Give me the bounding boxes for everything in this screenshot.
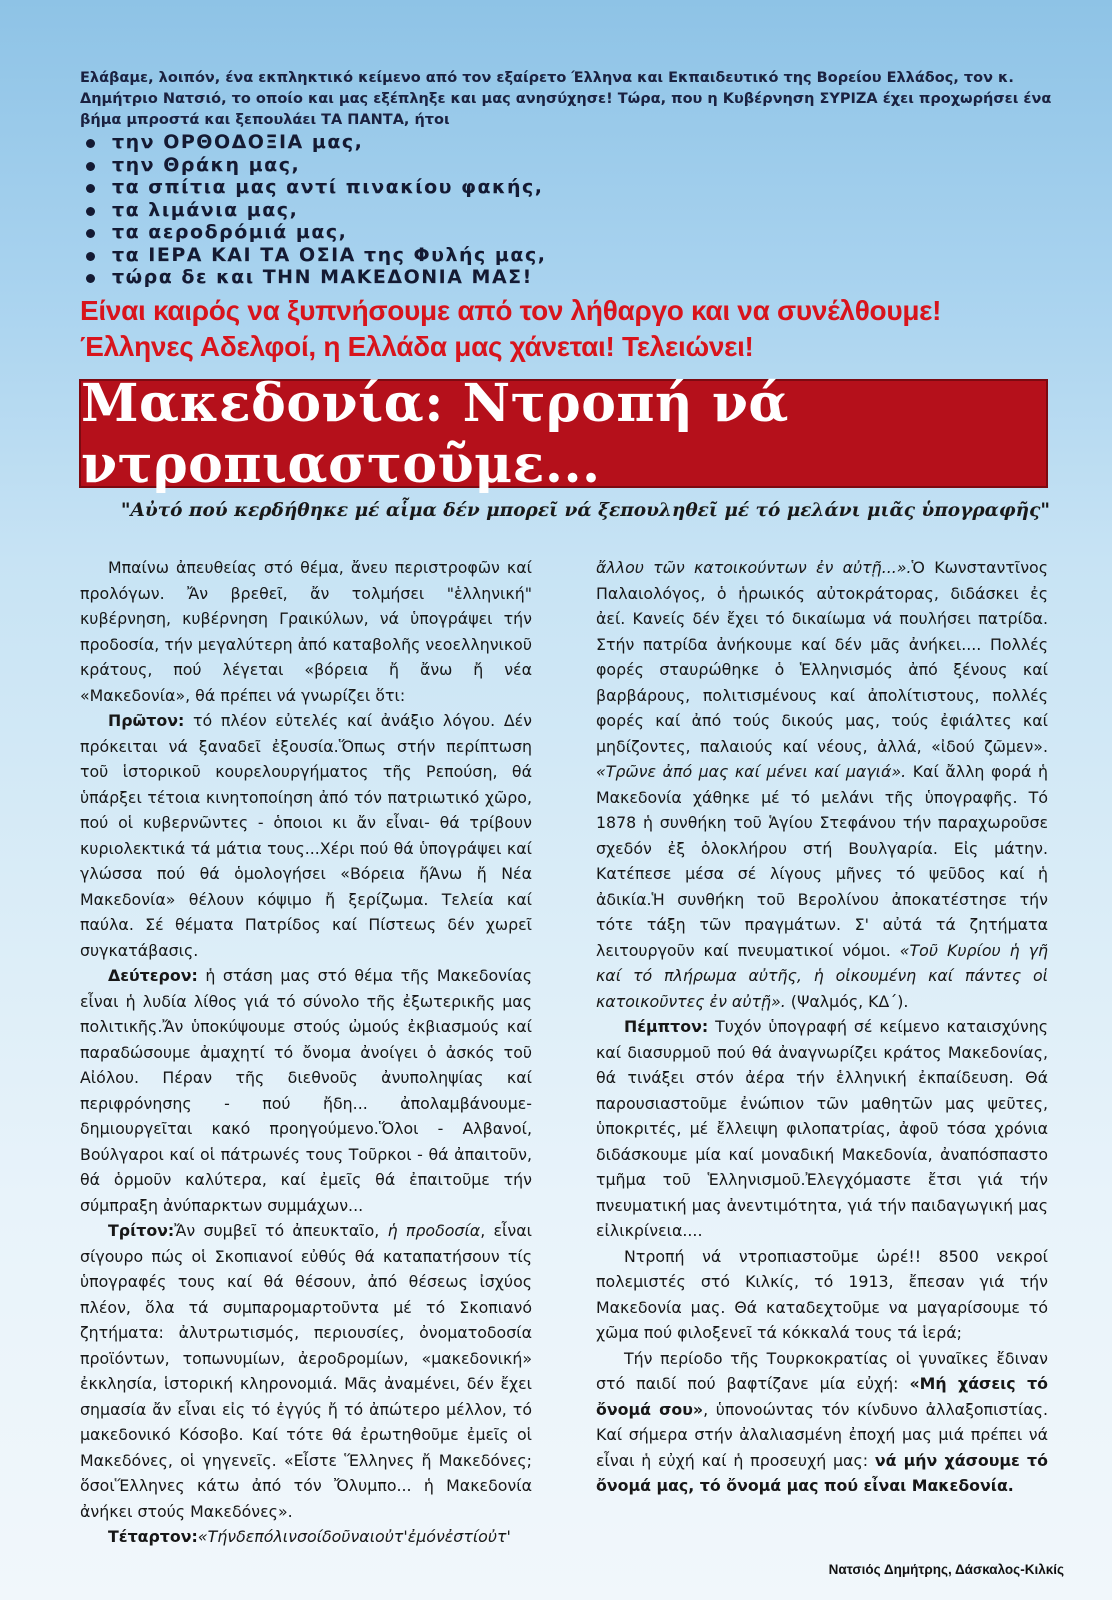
bullet-item: την Θράκη μας, — [80, 154, 1070, 177]
call-line-1: Είναι καιρός να ξυπνήσουμε από τον λήθαργο και να συνέλθουμε! — [80, 294, 942, 326]
point-label: Πέμπτον: — [624, 1017, 709, 1036]
bullet-item: τα ΙΕΡΑ ΚΑΙ ΤΑ ΟΣΙΑ της Φυλής μας, — [80, 244, 1070, 267]
paragraph-text: τό πλέον εὐτελές καί ἀνάξιο λόγου. Δέν πρόκειται νά ξαναδεῖ ἐξουσία.Ὅπως στήν περίπτωση τοῦ ἱστορικοῦ κουρελουργήματος τῆς Ρεπούση, θά ὑπάρξει τέτοια κινητοποίηση ἀπό τόν πατριωτικό χῶρο, πού οἱ κυβερνῶντες - ὁποιοι κι ἄν εἶναι- θά τρίβουν κυριολεκτικά τά μάτια τους...Χέρι πού θά ὑπογράψει καί γλώσσα πού θά ὁμολογήσει «Βόρεια ἤΆνω ἤ Νέα Μακεδονία» θέλουν κόψιμο ἤ ξερίζωμα. Τελεία καί παύλα. Σέ θέματα Πατρίδος καί Πίστεως δέν χωρεῖ συγκατάβασις. — [80, 711, 532, 960]
call-to-action — [80, 293, 1070, 365]
intro-lead: Ελάβαμε, λοιπόν, ένα εκπληκτικό κείμενο από τον εξαίρετο Έλληνα και Εκπαιδευτικό της Βορείου Ελλάδος, τον κ. Δημήτριο Νατσιό, το οποίο και μας εξέπληξε και μας ανησύχησε! Τώρα, που η Κυβέρνηση ΣΥΡΙΖΑ έχει προχωρήσει ένα βήμα μπροστά και ξεπουλάει ΤΑ ΠΑΝΤΑ, ήτοι — [80, 70, 1052, 128]
intro-section — [80, 68, 1070, 365]
article-column-right — [596, 555, 1048, 1499]
bullet-item: τα σπίτια μας αντί πινακίου φακής, — [80, 176, 1070, 199]
paragraph-text: Ἄν συμβεῖ τό ἀπευκταῖο, — [174, 1221, 388, 1240]
bullet-item: τώρα δε και ΤΗΝ ΜΑΚΕΔΟΝΙΑ ΜΑΣ! — [80, 266, 1070, 289]
point-label: Δεύτερον: — [108, 966, 198, 985]
subtitle-quote: "Αὐτό πού κερδήθηκε μέ αἷμα δέν μπορεῖ νά ξεπουληθεῖ μέ τό μελάνι μιᾶς ὑπογραφῆς" — [120, 500, 1050, 521]
paragraph-text: Καί ἄλλη φορά ἡ Μακεδονία χάθηκε μέ τό μελάνι τῆς ὑπογραφῆς. Τό 1878 ἡ συνθήκη τοῦ Ἁγίου Στεφάνου τήν παραχωροῦσε σχεδόν ἐξ ὁλοκλήρου στή Βουλγαρία. Εἰς μάτην. Κατέπεσε μέσα σέ λίγους μῆνες τό ψεῦδος καί ἡ ἀδικία.Ἡ συνθήκη τοῦ Βερολίνου ἀποκατέστησε τήν τότε τάξη τῶν πραγμάτων. Σ' αὐτά τά ζητήματα λειτουργοῦν καί πνευματικοί νόμοι. — [596, 762, 1048, 960]
paragraph-text: Τήν περίοδο τῆς Τουρκοκρατίας οἱ γυναῖκες ἔδιναν στό παιδί πού βαφτίζανε μία εὐχή: — [596, 1348, 1048, 1393]
paragraph — [596, 1014, 1048, 1244]
quote-text: ἄλλου τῶν κατοικούντων ἐν αὐτῇ...». — [596, 558, 912, 577]
banner-title: Μακεδονία: Ντροπή νά ντροπιαστοῦμε... — [81, 372, 789, 495]
bold-quote: «Μή χάσεις τό ὄνομά σου» — [596, 1374, 1049, 1419]
paragraph — [80, 963, 532, 1218]
author-signature: Νατσιός Δημήτρης, Δάσκαλος-Κιλκίς — [828, 1562, 1064, 1577]
bold-quote: νά μήν χάσουμε τό ὄνομά μας, τό ὄνομά μας πού εἶναι Μακεδονία. — [596, 1450, 1048, 1495]
paragraph — [596, 1346, 1048, 1499]
paragraph-text: ἡ στάση μας στό θέμα τῆς Μακεδονίας εἶναι ἡ λυδία λίθος γιά τό σύνολο τῆς ἐξωτερικῆς μας πολιτικῆς.Ἄν ὑποκύψουμε στούς ὠμούς ἐκβιασμούς καί παραδώσουμε ἀμαχητί τό ὄνομα ἀνοίγει ὁ ἀσκός τοῦ Αἰόλου. Πέραν τῆς διεθνοῦς ἀνυποληψίας καί περιφρόνησης - πού ἤδη... ἀπολαμβάνουμε- δημιουργεῖται κακό προηγούμενο.Ὅλοι - Αλβανοί, Βούλγαροι καί οἱ πάτρωνές τους Τοῦρκοι - θά ἀπαιτοῦν, θά ὁρμοῦν καλύτερα, καί ἐμεῖς θά ἐπαιτοῦμε τήν σύμπραξη ἀνύπαρκτων συμμάχων... — [80, 966, 532, 1215]
bullet-item: τα λιμάνια μας, — [80, 199, 1070, 222]
paragraph: Ντροπή νά ντροπιαστοῦμε ὡρέ!! 8500 νεκροί πολεμιστές στό Κιλκίς, τό 1913, ἔπεσαν γιά τήν Μακεδονία μας. Θά καταδεχτοῦμε να μαγαρίσουμε τό χῶμα πού φιλοξενεῖ τά κόκκαλά τους τά ἱερά; — [596, 1246, 1048, 1342]
quote-text: «Τήνδεπόλινσοίδοῦναιοὐτ'ἐμόνἐστίοὐτ' — [197, 1527, 511, 1546]
bullet-item: τα αεροδρόμιά μας, — [80, 221, 1070, 244]
paragraph-text: , εἶναι σίγουρο πώς οἱ Σκοπιανοί εὐθύς θά καταπατήσουν τίς ὑπογραφές τους καί θά θέσουν, ἀπό θέσεως ἰσχύος πλέον, ὅλα τά συμπαρομαρτοῦντα μέ τό Σκοπιανό ζητήματα: ἀλυτρωτισμός, περιουσίες, ὀνοματοδοσία προϊόντων, τοπωνυμίων, ἀεροδρομίων, «μακεδονική» ἐκκλησία, ἱστορική κληρονομιά. Μᾶς ἀναμένει, δέν ἔχει σημασία ἄν εἶναι εἰς τό ἐγγύς ἤ τό ἀπώτερο μέλλον, τό μακεδονικό Κόσοβο. Καί τότε θά ἐρωτηθοῦμε ἐμεῖς οἱ Μακεδόνες, οἱ γηγενεῖς. «Εἶστε Ἕλληνες ἤ Μακεδόνες; ὅσοιἝλληνες κάτω ἀπό τόν Ὄλυμπο... ἡ Μακεδονία ἀνήκει στούς Μακεδόνες». — [80, 1221, 532, 1521]
paragraph — [80, 1218, 532, 1524]
paragraph — [80, 1524, 532, 1550]
quote-text: «Τρῶνε ἀπό μας καί μένει καί μαγιά». — [596, 762, 907, 781]
paragraph-text: Τυχόν ὑπογραφή σέ κείμενο καταισχύνης καί διασυρμοῦ πού θά ἀναγνωρίζει κράτος Μακεδονίας, θά τινάξει στόν ἀέρα τήν ἑλληνική ἐκπαίδευση. Θά παρουσιαστοῦμε ἐνώπιον τῶν μαθητῶν μας ψεῦτες, ὑποκριτές, μέ ἔλλειψη φιλοπατρίας, ἀφοῦ τόσα χρόνια διδάσκουμε μία καί μοναδική Μακεδονία, ἀναπόσπαστο τμῆμα τοῦ Ἑλληνισμοῦ.Ἐλεγχόμαστε ἔτσι γιά τήν πνευματική μας ἀνεντιμότητα, γιά τήν παιδαγωγική μας εἰλικρίνεια.... — [596, 1017, 1048, 1240]
quote-text: «Τοῦ Κυρίου ἡ γῆ καί τό πλήρωμα αὐτῆς, ἡ οἰκουμένη καί πάντες οἱ κατοικοῦντες ἐν αὐτῇ». — [596, 940, 1048, 1011]
paragraph — [80, 708, 532, 963]
point-label: Τρίτον: — [108, 1221, 175, 1240]
paragraph-text: , ὑπονοώντας τόν κίνδυνο ἀλλαξοπιστίας. Καί σήμερα στήν ἀλαλιασμένη ἐποχή μας μιά πρέπει νά εἶναι ἡ εὐχή καί ἡ προσευχή μας: — [596, 1399, 1048, 1470]
point-label: Πρῶτον: — [108, 711, 185, 730]
paragraph-text: Ὁ Κωνσταντῖνος Παλαιολόγος, ὁ ἡρωικός αὐτοκράτορας, διδάσκει ἐς ἀεί. Κανείς δέν ἔχει τό δικαίωμα νά πουλήσει πατρίδα. Στήν πατρίδα ἀνήκουμε καί δέν μᾶς ἀνήκει.... Πολλές φορές σταυρώθηκε ὁ Ἑλληνισμός ἀπό ξένους καί βαρβάρους, πολιτισμένους καί ἀπολίτιστους, πολλές φορές καί ἀπό τούς δικούς μας, τούς ἐφιάλτες καί μηδίζοντες, παλαιούς καί νέους, ἀλλά, «ἰδού ζῶμεν». — [596, 558, 1048, 756]
title-banner — [79, 372, 1048, 495]
paragraph — [596, 555, 1048, 1014]
bullet-list — [80, 131, 1070, 289]
paragraph: Μπαίνω ἀπευθείας στό θέμα, ἄνευ περιστροφῶν καί προλόγων. Ἄν βρεθεῖ, ἄν τολμήσει "ἑλληνική" κυβέρνηση, κυβέρνηση Γραικύλων, νά ὑπογράψει τήν προδοσία, τήν μεγαλύτερη ἀπό καταβολῆς νεοελληνικοῦ κράτους, πού λέγεται «βόρεια ἤ ἄνω ἤ νέα «Μακεδονία», θά πρέπει νά γνωρίζει ὅτι: — [80, 558, 532, 705]
emphasis: ἡ προδοσία — [387, 1221, 481, 1240]
call-line-2: Έλληνες Αδελφοί, η Ελλάδα μας χάνεται! Τελειώνει! — [80, 330, 754, 362]
bullet-item: την ΟΡΘΟΔΟΞΙΑ μας, — [80, 131, 1070, 154]
point-label: Τέταρτον: — [108, 1527, 198, 1546]
article-column-left — [80, 555, 532, 1550]
reference: (Ψαλμός, ΚΔ΄). — [790, 991, 909, 1011]
